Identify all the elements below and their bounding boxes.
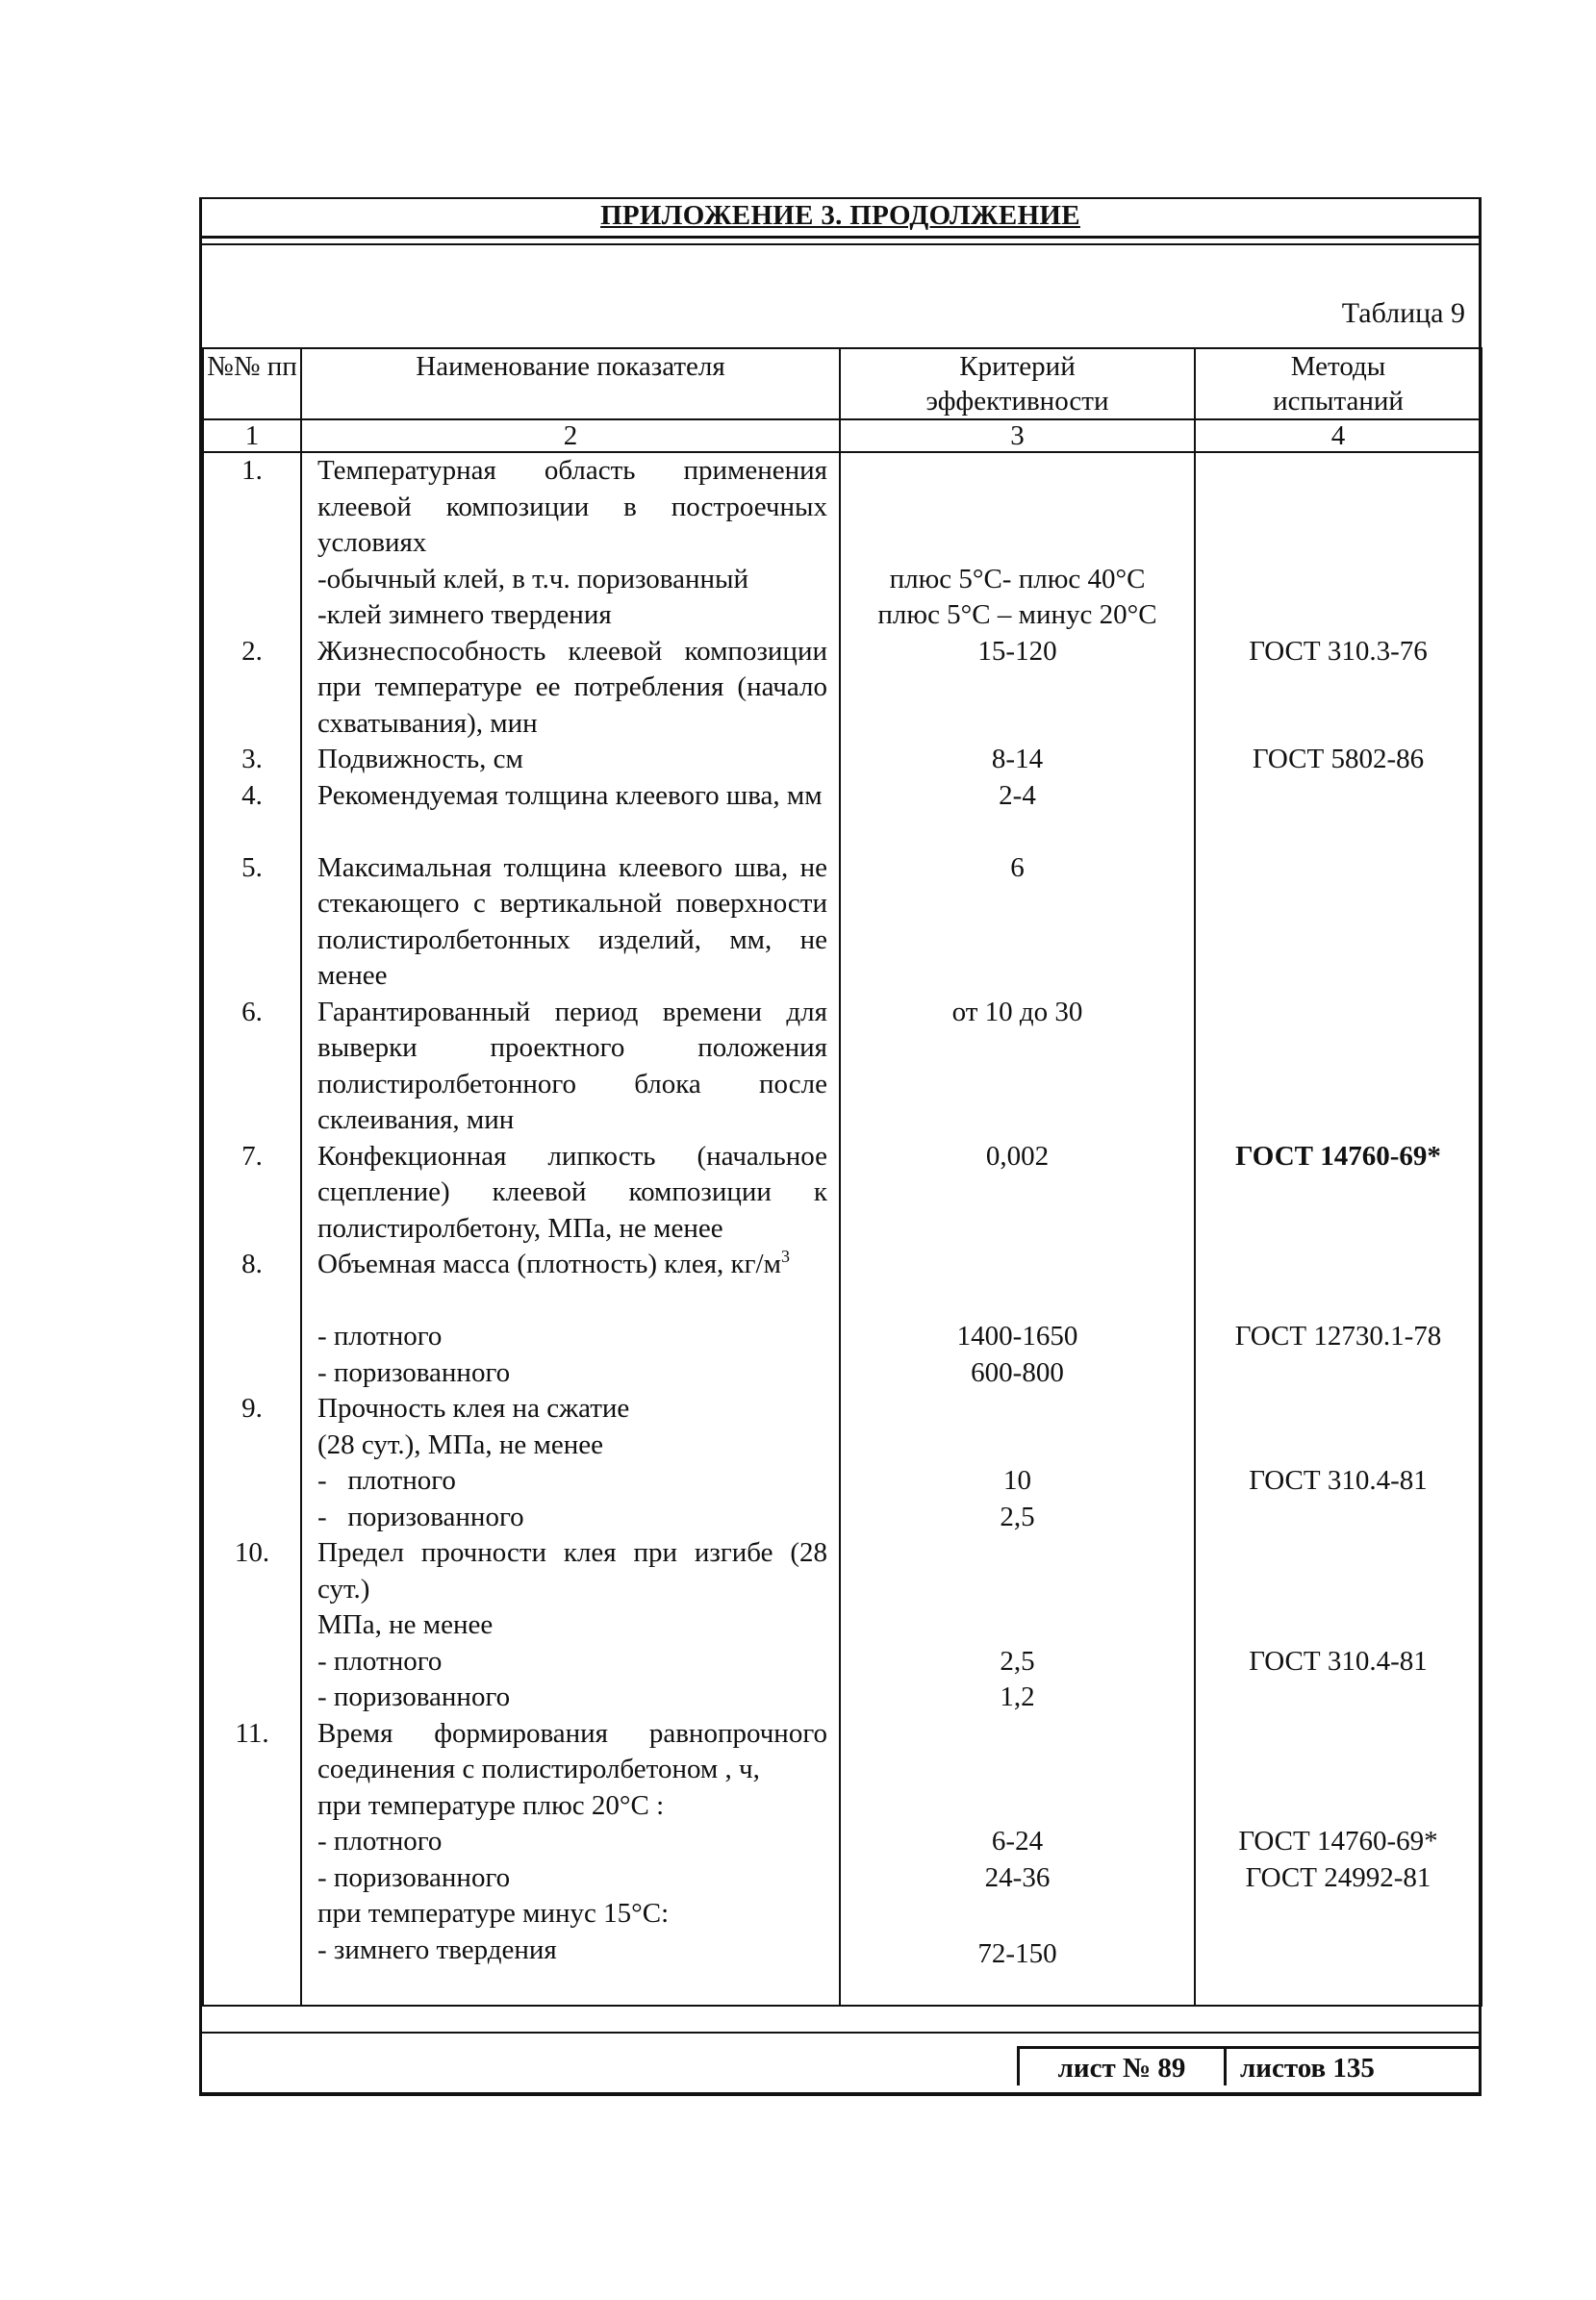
header-indicator xyxy=(301,348,840,419)
indicator-subitem: - поризованного xyxy=(317,1356,511,1388)
indicator-subitem: - плотного xyxy=(317,1826,443,1857)
indicator-name: Подвижность, см xyxy=(317,744,523,774)
row-number: 6. xyxy=(241,996,263,1027)
row-number: 11. xyxy=(235,1717,269,1749)
indicator-subitem: - поризованного xyxy=(317,1501,524,1532)
row-number: 9. xyxy=(241,1393,263,1424)
header-criterion xyxy=(840,348,1195,419)
row-number: 7. xyxy=(241,1140,263,1172)
criterion-value: плюс 5°С – минус 20°С xyxy=(877,599,1157,630)
table-body xyxy=(203,452,1482,2006)
criterion-value: 1,2 xyxy=(1000,1681,1035,1712)
test-method: ГОСТ 12730.1-78 xyxy=(1234,1321,1442,1352)
indicator-subitem: - поризованного xyxy=(317,1861,511,1893)
indicator-name-continued: при температуре плюс 20°С : xyxy=(317,1789,665,1821)
indicator-name: Жизнеспособность клеевой композиции при температуре ее потребления (начало схватывания), мин xyxy=(317,635,827,739)
header-method xyxy=(1195,348,1482,419)
indicator-subitem: -клей зимнего твердения xyxy=(317,599,612,630)
criterion-value: 600-800 xyxy=(971,1356,1064,1388)
criterion-value: 24-36 xyxy=(984,1861,1051,1893)
criterion-value: 15-120 xyxy=(977,635,1057,667)
indicator-subitem: - плотного xyxy=(317,1321,443,1352)
specs-table xyxy=(202,347,1482,2007)
criterion-value: 2-4 xyxy=(999,779,1036,811)
header-indicator-label: Наименование показателя xyxy=(416,351,725,382)
header-number-label: №№ пп xyxy=(207,351,297,382)
table-header-row xyxy=(203,348,1482,419)
indicator-name: Объемная масса (плотность) клея, кг/м xyxy=(317,1249,781,1279)
row-number: 5. xyxy=(241,851,263,883)
row-number: 10. xyxy=(234,1537,270,1568)
criterion-value: 6-24 xyxy=(991,1826,1044,1857)
indicator-name: Максимальная толщина клеевого шва, не стекающего с вертикальной поверхности полистиролбетонных изделий, мм, не менее xyxy=(317,851,827,991)
test-method: ГОСТ 310.3-76 xyxy=(1249,635,1428,667)
indicator-name-with-unit xyxy=(317,1247,827,1319)
indicator-subitem: - зимнего твердения xyxy=(317,1934,557,1965)
criterion-value: 8-14 xyxy=(991,744,1044,774)
criterion-value: плюс 5°С- плюс 40°С xyxy=(889,563,1146,594)
indicator-name: Гарантированный период времени для выверки проектного положения полистиролбетонного блока после склеивания, мин xyxy=(317,996,827,1135)
row-numbers-column xyxy=(203,452,301,2006)
column-number: 4 xyxy=(1195,419,1482,452)
criterion-value: 10 xyxy=(1003,1465,1031,1496)
column-number-row xyxy=(203,419,1482,452)
column-number: 2 xyxy=(301,419,840,452)
indicator-name-continued: при температуре минус 15°С: xyxy=(317,1898,670,1929)
indicator-name-continued: (28 сут.), МПа, не менее xyxy=(317,1428,604,1460)
column-number: 3 xyxy=(840,419,1195,452)
header-method-label: Методы испытаний xyxy=(1273,351,1404,417)
indicator-name: Предел прочности клея при изгибе (28 сут.) xyxy=(317,1537,827,1605)
criterion-value: 2,5 xyxy=(1000,1501,1035,1532)
sheet-stamp xyxy=(1017,2046,1479,2085)
indicator-name: Конфекционная липкость (начальное сцепление) клеевой композиции к полистиролбетону, МПа, не менее xyxy=(317,1140,827,1244)
indicator-name: Время формирования равнопрочного соединения с полистиролбетоном , ч, xyxy=(317,1717,827,1784)
criterion-value: 0,002 xyxy=(985,1140,1050,1172)
unit-exponent: 3 xyxy=(780,1247,790,1266)
row-number: 4. xyxy=(241,779,263,811)
row-number: 3. xyxy=(241,744,263,774)
test-method: ГОСТ 310.4-81 xyxy=(1249,1465,1428,1496)
sheet-count: листов 135 xyxy=(1224,2049,1479,2085)
header-number xyxy=(203,348,301,419)
indicator-subitem: - плотного xyxy=(317,1465,456,1496)
criterion-value: 6 xyxy=(1010,851,1025,883)
row-number: 2. xyxy=(241,635,263,667)
document-frame xyxy=(199,197,1482,2096)
criterion-column xyxy=(840,452,1195,2006)
criterion-value: от 10 до 30 xyxy=(951,996,1083,1027)
test-method: ГОСТ 310.4-81 xyxy=(1249,1645,1428,1677)
column-number: 1 xyxy=(203,419,301,452)
criterion-value: 2,5 xyxy=(1000,1645,1035,1677)
indicator-name: Рекомендуемая толщина клеевого шва, мм xyxy=(317,779,823,811)
header-bar xyxy=(202,199,1479,239)
indicator-name-continued: МПа, не менее xyxy=(317,1609,494,1640)
table-caption: Таблица 9 xyxy=(1341,297,1465,329)
indicator-subitem: -обычный клей, в т.ч. поризованный xyxy=(317,563,749,594)
method-column xyxy=(1195,452,1482,2006)
test-method: ГОСТ 5802-86 xyxy=(1252,744,1425,774)
row-number: 8. xyxy=(241,1249,263,1279)
row-number: 1. xyxy=(241,455,263,486)
footer-divider xyxy=(202,2032,1479,2034)
sheet-number: лист № 89 xyxy=(1017,2049,1224,2085)
test-method: ГОСТ 24992-81 xyxy=(1245,1861,1431,1893)
criterion-value: 72-150 xyxy=(977,1937,1057,1969)
test-method: ГОСТ 14760-69* xyxy=(1235,1140,1441,1172)
test-method: ГОСТ 14760-69* xyxy=(1238,1826,1438,1857)
indicator-subitem: - плотного xyxy=(317,1645,443,1677)
header-criterion-label: Критерий эффективности xyxy=(925,351,1109,417)
indicator-subitem: - поризованного xyxy=(317,1681,511,1712)
header-divider xyxy=(202,243,1479,245)
indicator-column xyxy=(301,452,840,2006)
indicator-name: Температурная область применения клеевой композиции в построечных условиях xyxy=(317,455,827,558)
page-title: ПРИЛОЖЕНИЕ 3. ПРОДОЛЖЕНИЕ xyxy=(600,200,1080,231)
indicator-name: Прочность клея на сжатие xyxy=(317,1393,630,1424)
criterion-value: 1400-1650 xyxy=(956,1321,1078,1352)
